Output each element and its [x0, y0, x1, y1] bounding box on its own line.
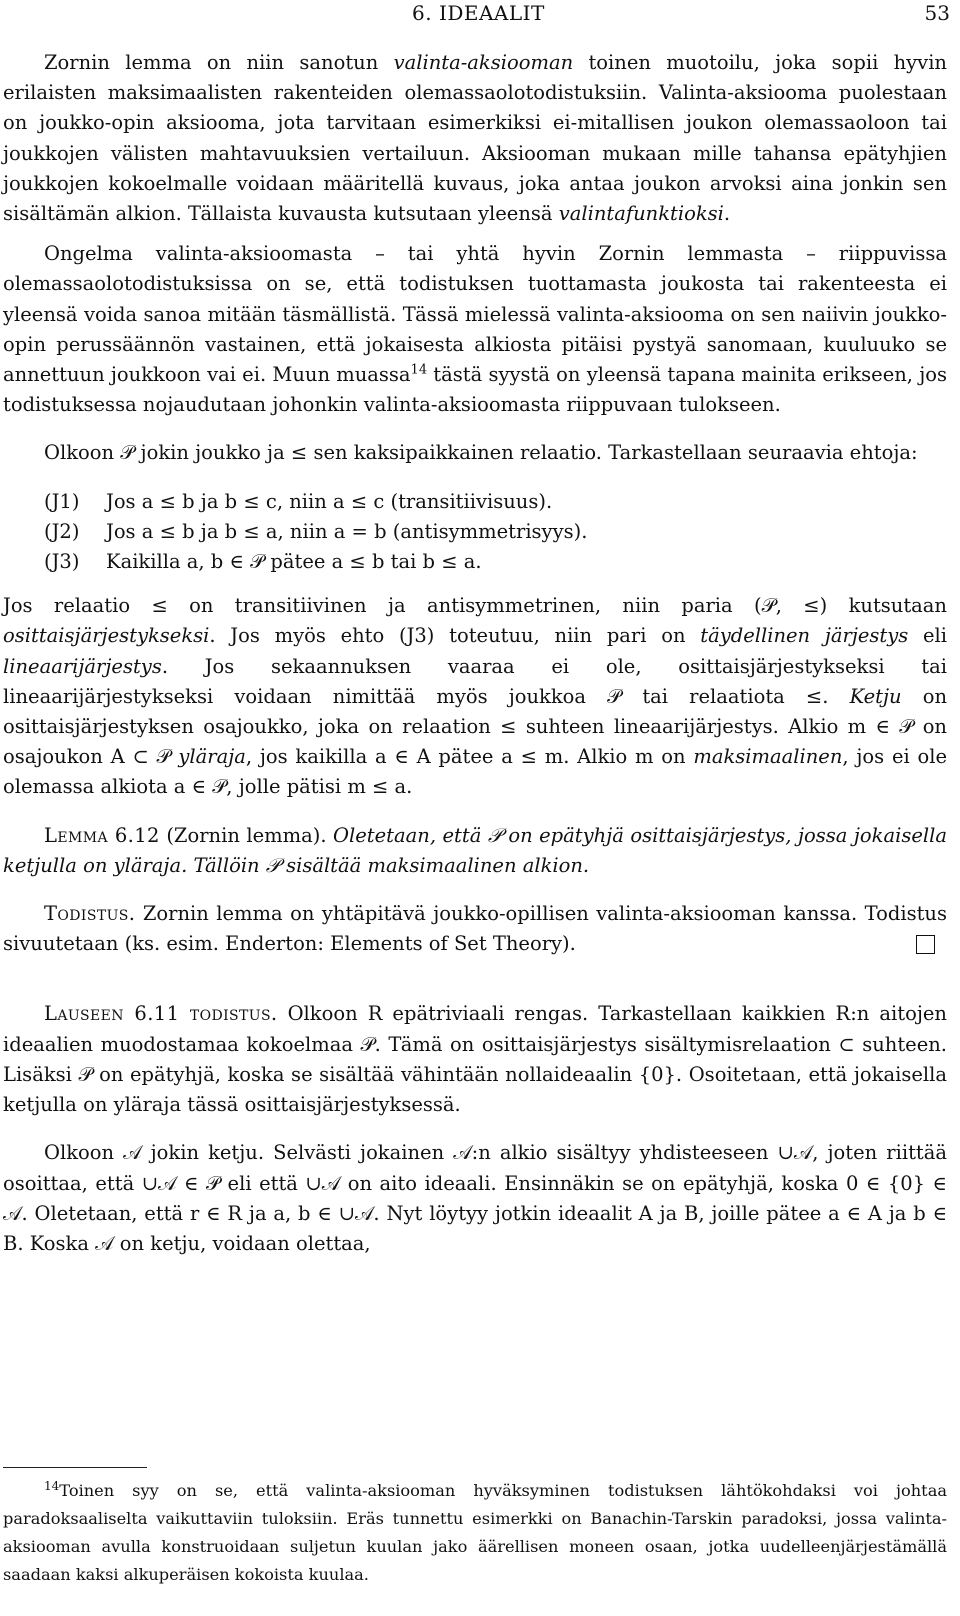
paragraph-relation: Olkoon 𝒫 jokin joukko ja ≤ sen kaksipaikkainen relaatio. Tarkastellaan seuraavia ehtoja: [44, 441, 918, 465]
proof-label: Todistus. [44, 902, 136, 926]
paragraph-chain: Olkoon 𝒜 jokin ketju. Selvästi jokainen 𝒜:n alkio sisältyy yhdisteeseen ∪𝒜, joten riittää osoittaa, että ∪𝒜 ∈ 𝒫 eli että ∪𝒜 on aito ideaali. Ensinnäkin se on epätyhjä, koska 0 ∈ {0} ∈ 𝒜. Oletetaan, että r ∈ R ja a, b ∈ ∪𝒜. Nyt löytyy jotkin ideaalit A ja B, joille pätee a ∈ A ja b ∈ B. Koska 𝒜 on ketju, voidaan olettaa, [3, 1141, 947, 1255]
condition-j2: (J2) Jos a ≤ b ja b ≤ a, niin a = b (antisymmetrisyys). [44, 519, 588, 543]
footnote-ref[interactable]: 14 [410, 362, 428, 378]
paragraph-zorn-intro: Zornin lemma on niin sanotun valinta-aksiooman toinen muotoilu, joka sopii hyvin erilaisten maksimaalisten rakenteiden olemassaolotodistuksiin. Valinta-aksiooma puolestaan on joukko-opin aksiooma, jota tarvitaan esimerkiksi ei-mitallisen joukon olemassaoloon tai joukkojen välisten mahtavuuksien vertailuun. Aksiooman mukaan mille tahansa epätyhjien joukkojen kokoelmalle voidaan määritellä kuvaus, joka antaa joukon arvoksi aina jonkin sen sisältämän alkion. Tällaista kuvausta kutsutaan yleensä valintafunktioksi. [3, 51, 947, 226]
page-number: 53 [924, 1, 950, 25]
paragraph-definitions: Jos relaatio ≤ on transitiivinen ja antisymmetrinen, niin paria (𝒫, ≤) kutsutaan osittaisjärjestykseksi. Jos myös ehto (J3) toteutuu, niin pari on täydellinen järjestys eli lineaarijärjestys. Jos sekaannuksen vaaraa ei ole, osittaisjärjestykseksi tai lineaarijärjestykseksi voidaan nimittää myös joukkoa 𝒫 tai relaatiota ≤. Ketju on osittaisjärjestyksen osajoukko, joka on relaation ≤ suhteen lineaarijärjestys. Alkio m ∈ 𝒫 on osajoukon A ⊂ 𝒫 yläraja, jos kaikilla a ∈ A pätee a ≤ m. Alkio m on maksimaalinen, jos ei ole olemassa alkiota a ∈ 𝒫, jolle pätisi m ≤ a. [3, 594, 948, 799]
condition-j1: (J1) Jos a ≤ b ja b ≤ c, niin a ≤ c (transitiivisuus). [44, 489, 553, 513]
lemma-zorn [3, 821, 947, 881]
footnote-rule [3, 1467, 147, 1468]
lemma-name: (Zornin lemma). [159, 823, 334, 847]
theorem-proof-block: Lauseen 6.11 todistus. Olkoon R epätriviaali rengas. Tarkastellaan kaikkien R:n aitojen ideaalien muodostamaa kokoelmaa 𝒫. Tämä on osittaisjärjestys sisältymisrelaation ⊂ suhteen. Lisäksi 𝒫 on epätyhjä, koska se sisältää vähintään nollaideaalin {0}. Osoitetaan, että jokaisella ketjulla on yläraja tässä osittaisjärjestyksessä. [3, 1002, 947, 1117]
proof-block: Todistus. Zornin lemma on yhtäpitävä joukko-opillisen valinta-aksiooman kanssa. Todistus sivuutetaan (ks. esim. Enderton: Elements of Set Theory). [3, 902, 947, 956]
footnote [3, 1472, 947, 1589]
lemma-label: Lemma 6.12 [44, 823, 160, 847]
emph-valinta-aksiooman: valinta-aksiooman [393, 51, 574, 74]
emph-valintafunktioksi: valintafunktioksi [558, 202, 724, 226]
lemma-statement: Oletetaan, että 𝒫 on epätyhjä osittaisjärjestys, jossa jokaisella ketjulla on yläraja. Tällöin 𝒫 sisältää maksimaalinen alkion. [3, 823, 947, 877]
theorem-proof-label: Lauseen 6.11 todistus. [44, 1002, 278, 1026]
paragraph-problem: Ongelma valinta-aksioomasta – tai yhtä hyvin Zornin lemmasta – riippuvissa olemassaolotodistuksissa on se, että todistuksen tuottamasta joukosta tai rakenteesta ei yleensä voida sanoa mitään täsmällistä. Tässä mielessä valinta-aksiooma on sen naiivin joukko-opin perussäännön vastainen, että jokaisesta alkiosta pitäisi pystyä sanomaan, kuuluuko se annettuun joukkoon vai ei. Muun muassa$^{14}$ tästä syystä on yleensä tapana mainita erikseen, jos todistuksessa nojaudutaan johonkin valinta-aksioomasta riippuvaan tulokseen. [3, 242, 947, 417]
main-text [3, 48, 947, 1259]
condition-j3: (J3) Kaikilla a, b ∈ 𝒫 pätee a ≤ b tai b ≤ a. [44, 550, 482, 574]
footnote-text: Toinen syy on se, että valinta-aksiooman hyväksyminen todistuksen lähtökohdaksi voi johtaa paradoksaaliselta vaikuttaviin tuloksiin. Eräs tunnettu esimerkki on Banachin-Tarskin paradoksi, jossa valinta-aksiooman avulla konstruoidaan suljetun kuulan jako äärellisen moneen osaan, jotka uudelleenjärjestämällä saadaan kaksi alkuperäisen kokoista kuulaa. [3, 1481, 947, 1584]
qed-symbol [916, 935, 935, 954]
footnote-number: 14 [44, 1479, 60, 1493]
chapter-title: 6. IDEAALIT [412, 1, 545, 25]
running-header [0, 0, 960, 30]
conditions-list [3, 487, 947, 578]
